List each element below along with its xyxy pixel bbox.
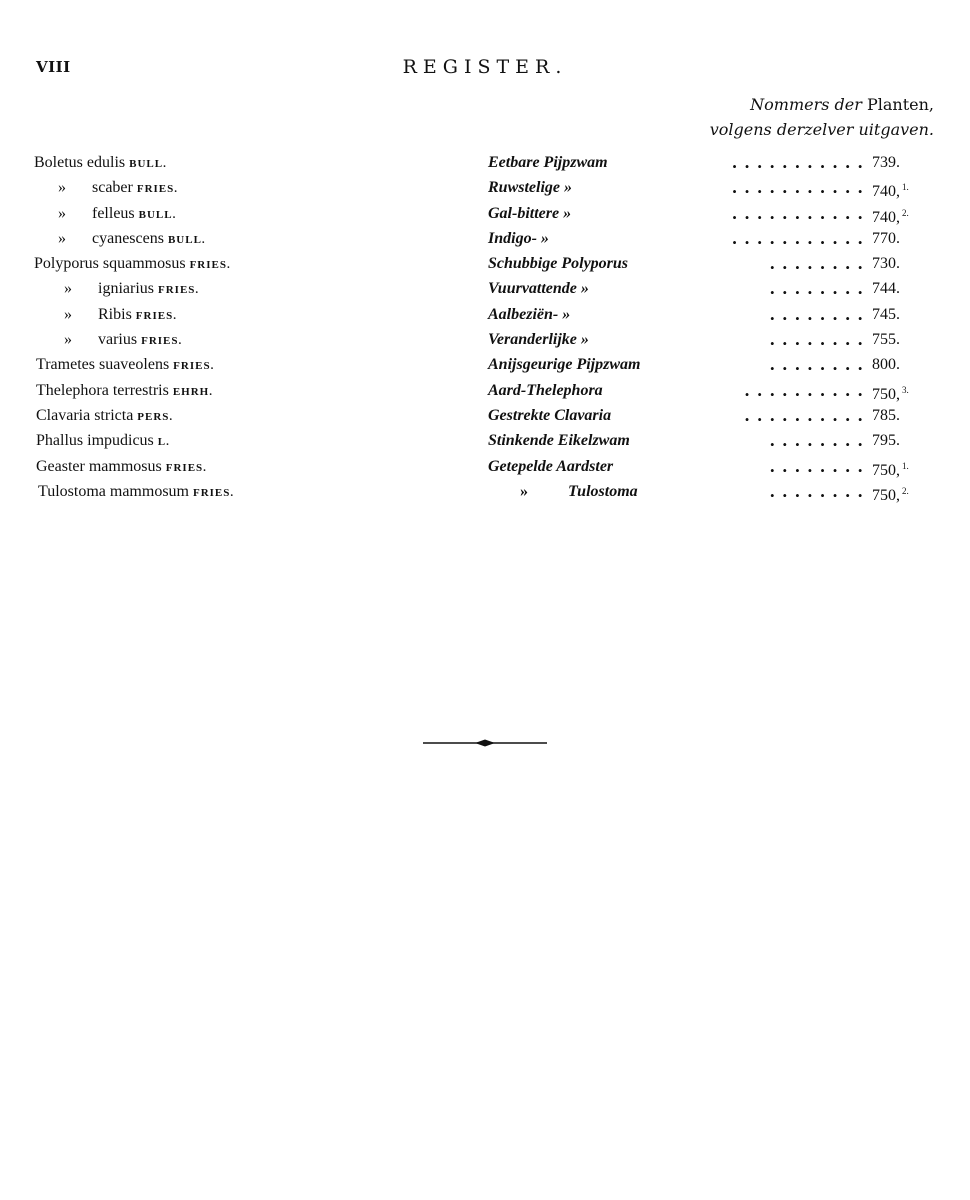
dutch-name xyxy=(488,327,589,352)
ditto-mark: » xyxy=(64,280,72,298)
latin-name-text: Ribis xyxy=(98,305,136,323)
dutch-name-text: Indigo- » xyxy=(488,229,549,247)
leader-dots: .......... xyxy=(744,405,870,425)
dutch-name-text: Tulostoma xyxy=(568,482,638,500)
latin-name-text: Boletus edulis xyxy=(34,154,130,171)
dutch-name-text: Gestrekte Clavaria xyxy=(488,406,612,424)
dutch-name xyxy=(488,352,640,377)
leader-dots: ........ xyxy=(769,355,870,375)
latin-name-text: scaber xyxy=(92,179,137,197)
latin-name xyxy=(34,150,167,177)
register-row xyxy=(0,276,970,301)
running-title: REGISTER. xyxy=(402,56,568,78)
page-number: VIII xyxy=(36,58,71,76)
plant-number: 750, $^{3.}$ xyxy=(872,384,909,403)
register-row xyxy=(0,403,970,428)
dutch-name-text: Aard-Thelephora xyxy=(488,381,603,399)
latin-name xyxy=(36,378,213,405)
latin-name-text: Phallus impudicus xyxy=(36,432,158,450)
leader-dots: ........... xyxy=(731,228,870,248)
dutch-name xyxy=(488,226,549,251)
dutch-name xyxy=(488,454,613,479)
plant-number-superscript: 2. xyxy=(902,485,909,496)
dutch-name xyxy=(488,175,572,200)
register-row xyxy=(0,352,970,377)
latin-name-text: Polyporus squammosus xyxy=(34,255,190,273)
latin-name-text: Geaster mammosus xyxy=(36,457,166,475)
register-row xyxy=(0,201,970,226)
register-row xyxy=(0,302,970,327)
register-row xyxy=(0,226,970,251)
latin-name xyxy=(36,454,207,481)
latin-name-text: varius xyxy=(98,331,142,349)
plant-number: 755. xyxy=(872,331,900,349)
column-header xyxy=(710,92,934,142)
latin-name-text: cyanescens xyxy=(92,229,168,247)
plant-number: 745. xyxy=(872,305,900,323)
plant-number-superscript: 2. xyxy=(902,207,909,218)
dutch-name xyxy=(488,276,589,301)
plant-number: 740, $^{2.}$ xyxy=(872,207,909,226)
dutch-name xyxy=(488,201,571,226)
latin-name xyxy=(36,403,173,430)
latin-name-text: igniarius xyxy=(98,280,158,298)
latin-name xyxy=(38,479,234,506)
ditto-mark: » xyxy=(58,229,66,247)
author-abbreviation: FRIES. xyxy=(141,335,183,348)
latin-name-text: Thelephora terrestris xyxy=(36,381,173,399)
plant-number-superscript: 1. xyxy=(902,182,909,193)
column-header-italic: Nommers der xyxy=(750,95,862,114)
plant-number: 785. xyxy=(872,406,900,424)
author-abbreviation: FRIES. xyxy=(136,183,179,196)
latin-name xyxy=(36,428,170,455)
plant-number: 744. xyxy=(872,280,900,298)
author-abbreviation: BULL. xyxy=(138,208,177,221)
column-header-line-1 xyxy=(710,92,934,117)
latin-name xyxy=(58,226,206,253)
dutch-name-text: Eetbare Pijpzwam xyxy=(488,154,608,171)
latin-name-text: Tulostoma mammosum xyxy=(38,482,193,500)
dutch-name-text: Veranderlijke » xyxy=(488,331,589,349)
latin-name xyxy=(34,251,231,278)
leader-dots: ........ xyxy=(769,254,870,274)
dutch-name-text: Aalbeziën- » xyxy=(488,305,571,323)
ditto-mark: » xyxy=(58,204,66,222)
plant-number: 800. xyxy=(872,356,900,374)
register-row xyxy=(0,428,970,453)
latin-name-text: Trametes suaveolens xyxy=(36,356,174,374)
latin-name xyxy=(64,327,182,354)
register-row xyxy=(0,150,970,175)
author-abbreviation: L. xyxy=(157,436,170,449)
register-row xyxy=(0,251,970,276)
ditto-mark: » xyxy=(64,331,72,349)
dutch-name-text: Schubbige Polyporus xyxy=(488,255,629,273)
register-row xyxy=(0,454,970,479)
latin-name xyxy=(36,352,214,379)
dutch-name xyxy=(488,150,608,175)
register-list xyxy=(0,150,970,504)
register-row xyxy=(0,327,970,352)
leader-dots: ........... xyxy=(731,153,870,172)
dutch-name-text: Getepelde Aardster xyxy=(488,457,614,475)
ditto-mark: » xyxy=(64,305,72,323)
leader-dots: ........ xyxy=(769,456,870,476)
author-abbreviation: BULL. xyxy=(167,233,206,246)
dutch-name xyxy=(488,302,570,327)
author-abbreviation: FRIES. xyxy=(189,259,231,272)
leader-dots: ........ xyxy=(769,481,870,501)
plant-number: 770. xyxy=(872,229,900,247)
dutch-name xyxy=(488,428,630,453)
dutch-name-text: Vuurvattende » xyxy=(488,280,589,298)
latin-name xyxy=(58,201,176,228)
author-abbreviation: BULL. xyxy=(129,158,167,170)
author-abbreviation: FRIES. xyxy=(165,461,207,474)
ditto-mark: » xyxy=(520,482,528,500)
dutch-name-text: Stinkende Eikelzwam xyxy=(488,432,630,450)
column-header-upright: Planten, xyxy=(866,95,934,114)
plant-number: 750, $^{2.}$ xyxy=(872,485,909,504)
plant-number: 795. xyxy=(872,432,900,450)
author-abbreviation: FRIES. xyxy=(192,486,235,499)
author-abbreviation: PERS. xyxy=(137,410,174,423)
leader-dots: ........ xyxy=(769,304,870,324)
plant-number: 750, $^{1.}$ xyxy=(872,460,909,479)
latin-name xyxy=(58,175,178,202)
leader-dots: ........... xyxy=(731,203,870,223)
latin-name xyxy=(64,276,199,303)
dutch-name xyxy=(488,479,638,504)
author-abbreviation: EHRH. xyxy=(172,385,213,398)
author-abbreviation: FRIES. xyxy=(173,360,215,373)
leader-dots: ........ xyxy=(769,431,870,451)
author-abbreviation: FRIES. xyxy=(135,309,177,322)
ornament-rule xyxy=(423,738,547,748)
author-abbreviation: FRIES. xyxy=(158,284,200,297)
dutch-name-text: Gal-bittere » xyxy=(488,204,572,222)
latin-name xyxy=(64,302,177,329)
column-header-line-2: volgens derzelver uitgaven. xyxy=(709,120,934,139)
leader-dots: .......... xyxy=(744,380,870,400)
register-row xyxy=(0,378,970,403)
plant-number-superscript: 3. xyxy=(902,384,909,395)
latin-name-text: felleus xyxy=(92,204,139,222)
dutch-name xyxy=(488,378,603,403)
plant-number-superscript: 1. xyxy=(902,460,909,471)
dutch-name-text: Anijsgeurige Pijpzwam xyxy=(488,356,641,374)
ditto-mark: » xyxy=(58,179,66,197)
dutch-name xyxy=(488,403,611,428)
plant-number: 739. xyxy=(872,154,900,171)
leader-dots: ........ xyxy=(769,279,870,299)
latin-name-text: Clavaria stricta xyxy=(36,406,138,424)
plant-number: 730. xyxy=(872,255,900,273)
leader-dots: ........... xyxy=(731,178,870,198)
leader-dots: ........ xyxy=(769,330,870,350)
plant-number: 740, $^{1.}$ xyxy=(872,182,909,201)
register-row xyxy=(0,175,970,200)
register-row xyxy=(0,479,970,504)
dutch-name xyxy=(488,251,628,276)
dutch-name-text: Ruwstelige » xyxy=(488,179,573,197)
